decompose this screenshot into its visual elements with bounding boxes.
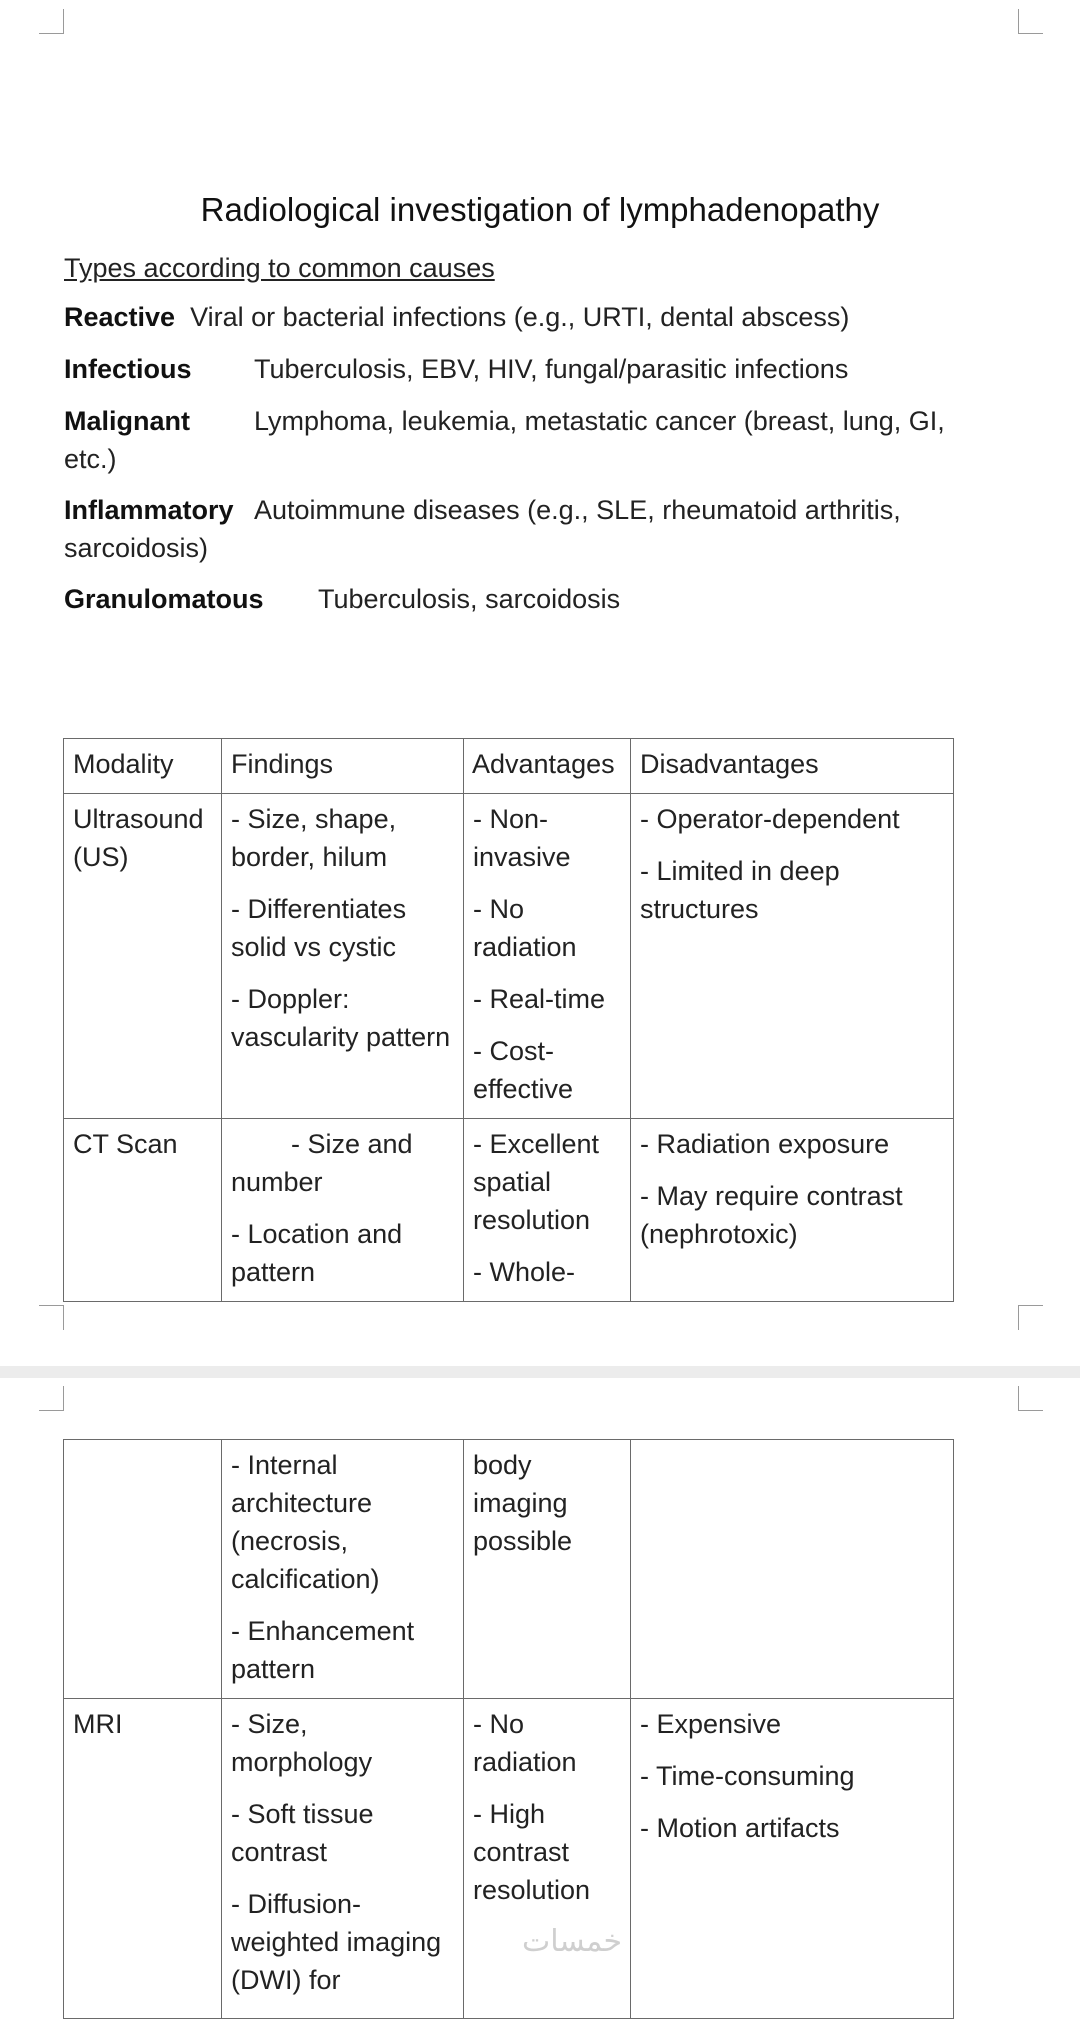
header-cell: Advantages: [464, 739, 631, 794]
cause-text: Tuberculosis, sarcoidosis: [318, 584, 621, 614]
page-corner-mark: [1018, 1386, 1043, 1411]
finding-item: - Differentiates solid vs cystic: [231, 894, 407, 962]
advantage-item: - Whole-: [473, 1257, 576, 1287]
finding-item: [231, 1125, 455, 1201]
cause-label: Granulomatous: [64, 584, 264, 614]
cause-malignant: [64, 402, 1004, 478]
disadvantage-item: - Radiation exposure: [640, 1129, 890, 1159]
findings-cell: [222, 1699, 464, 2019]
findings-cell: [222, 1119, 464, 1302]
watermark: خمسات: [521, 1925, 622, 1958]
disadvantage-item: - Expensive: [640, 1709, 782, 1739]
cause-text: Autoimmune diseases (e.g., SLE, rheumatoid arthritis, sarcoidosis): [64, 495, 901, 563]
finding-item: - Doppler: vascularity pattern: [231, 984, 451, 1052]
modality-table-continued: [63, 1439, 954, 2019]
table-row: [64, 1440, 954, 1699]
modality-cell: MRI: [64, 1699, 222, 2019]
disadvantage-item: - Motion artifacts: [640, 1813, 840, 1843]
advantage-item: body imaging possible: [473, 1450, 573, 1556]
disadvantage-item: - May require contrast (nephrotoxic): [640, 1181, 903, 1249]
page-corner-mark: [39, 1386, 64, 1411]
disadvantages-cell: [631, 1119, 954, 1302]
table-row: [64, 1119, 954, 1302]
disadvantages-cell: [631, 1440, 954, 1699]
advantages-cell: [464, 794, 631, 1119]
cause-label: Inflammatory: [64, 495, 234, 525]
advantages-cell: [464, 1119, 631, 1302]
finding-text: - Size and number: [231, 1129, 413, 1197]
finding-item: - Internal architecture (necrosis, calcification): [231, 1450, 380, 1594]
advantage-item: - Real-time: [473, 984, 606, 1014]
document-page-2: [0, 1378, 1080, 1995]
finding-item: - Soft tissue contrast: [231, 1799, 374, 1867]
header-cell: Disadvantages: [631, 739, 954, 794]
modality-cell: CT Scan: [64, 1119, 222, 1302]
findings-cell: [222, 794, 464, 1119]
cause-text: Viral or bacterial infections (e.g., URTI, dental abscess): [190, 302, 850, 332]
advantage-item: - High contrast resolution: [473, 1799, 591, 1905]
page-corner-mark: [39, 1305, 64, 1330]
table-row: [64, 1699, 954, 2019]
finding-item: - Enhancement pattern: [231, 1616, 415, 1684]
disadvantage-item: - Time-consuming: [640, 1761, 855, 1791]
findings-cell: [222, 1440, 464, 1699]
cause-granulomatous: [64, 580, 1004, 618]
finding-item: - Size, shape, border, hilum: [231, 804, 397, 872]
advantages-cell: [464, 1699, 631, 2019]
header-cell: Modality: [64, 739, 222, 794]
document-title: Radiological investigation of lymphadenopathy: [200, 191, 880, 228]
cause-text: Tuberculosis, EBV, HIV, fungal/parasitic infections: [254, 354, 849, 384]
table-header-row: [64, 739, 954, 794]
disadvantage-item: - Operator-dependent: [640, 804, 900, 834]
cause-infectious: [64, 350, 1004, 388]
advantage-item: - No radiation: [473, 1709, 577, 1777]
advantage-item: - Non-invasive: [473, 804, 571, 872]
modality-cell: [64, 1440, 222, 1699]
advantage-item: - Excellent spatial resolution: [473, 1129, 600, 1235]
cause-inflammatory: [64, 491, 1004, 567]
cause-label: Reactive: [64, 302, 176, 332]
page-corner-mark: [1018, 9, 1043, 34]
advantages-cell: [464, 1440, 631, 1699]
disadvantage-item: - Limited in deep structures: [640, 856, 840, 924]
header-cell: Findings: [222, 739, 464, 794]
cause-text: Lymphoma, leukemia, metastatic cancer (breast, lung, GI, etc.): [64, 406, 945, 474]
modality-table: [63, 738, 954, 1302]
cause-reactive: [64, 298, 1004, 336]
cause-label: Malignant: [64, 406, 190, 436]
finding-item: - Size, morphology: [231, 1709, 373, 1777]
finding-item: - Location and pattern: [231, 1219, 403, 1287]
modality-cell: Ultrasound (US): [64, 794, 222, 1119]
page-gap: [0, 1366, 1080, 1378]
advantage-item: - Cost-effective: [473, 1036, 574, 1104]
advantage-item: - No radiation: [473, 894, 577, 962]
cause-label: Infectious: [64, 354, 192, 384]
finding-item: - Diffusion-weighted imaging (DWI) for: [231, 1889, 442, 1995]
page-corner-mark: [39, 9, 64, 34]
disadvantages-cell: [631, 1699, 954, 2019]
page-corner-mark: [1018, 1305, 1043, 1330]
section-subtitle: Types according to common causes: [64, 253, 495, 283]
table-row: [64, 794, 954, 1119]
disadvantages-cell: [631, 794, 954, 1119]
